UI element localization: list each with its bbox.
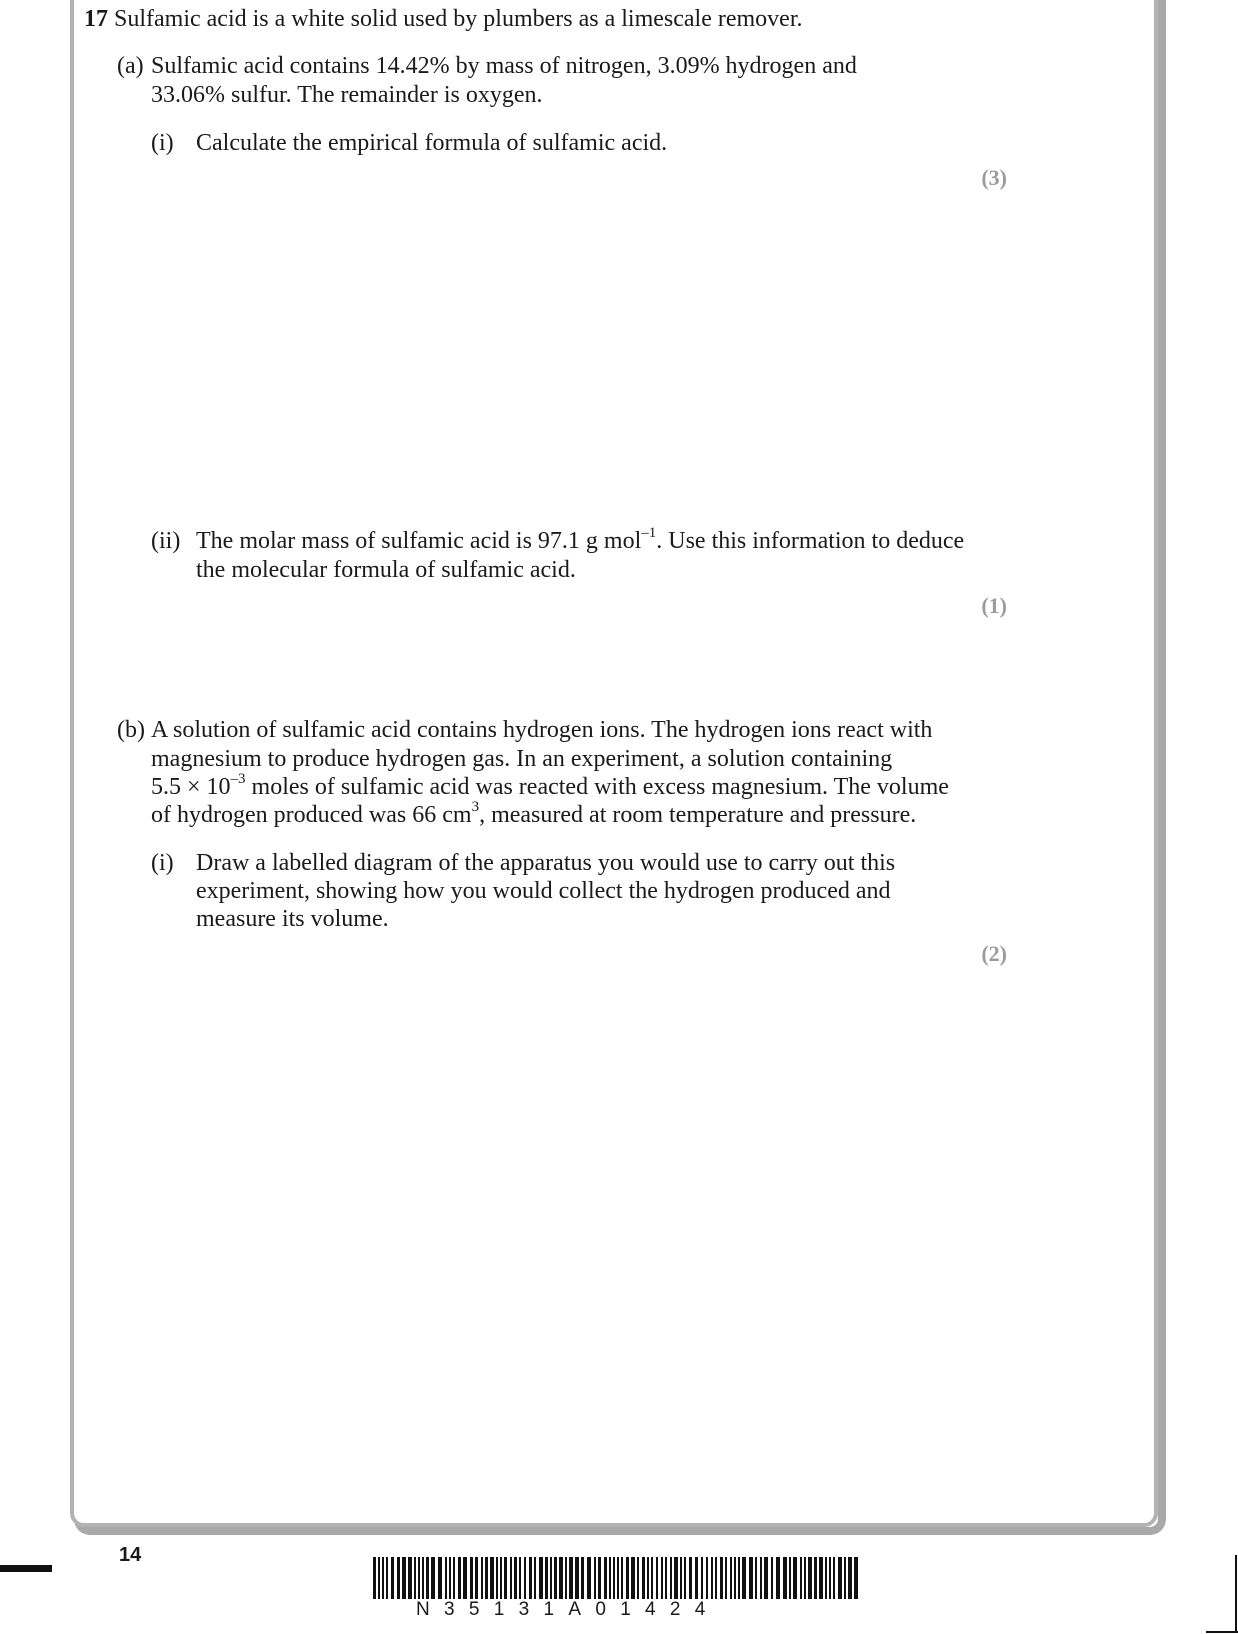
part-a-ii-line-1-pre: The molar mass of sulfamic acid is 97.1 g mol [196,528,642,554]
barcode-bar [463,1557,467,1599]
barcode-bar [539,1557,543,1599]
barcode-bar [391,1557,394,1599]
barcode-bar [829,1557,831,1599]
barcode-bar [504,1557,507,1599]
question-stem [84,5,803,34]
part-a-label: (a) [117,53,144,79]
part-a-i-text: Calculate the empirical formula of sulfamic acid. [196,130,668,156]
barcode-bar [496,1557,498,1599]
barcode-bar [550,1557,552,1599]
barcode-bar [689,1557,692,1599]
barcode-bar [481,1557,483,1599]
barcode-bar [833,1557,835,1599]
part-b-line-3-pre: 5.5 × 10 [151,774,231,800]
barcode-bar [453,1557,455,1599]
barcode-bar [725,1557,727,1599]
barcode-bar [500,1557,502,1599]
margin-bar [0,1565,52,1572]
barcode-bar [808,1557,812,1599]
part-a-line-1: Sulfamic acid contains 14.42% by mass of nitrogen, 3.09% hydrogen and [151,53,857,79]
part-a-ii-line-1 [196,527,964,556]
barcode-bar [734,1557,736,1599]
barcode-bar [680,1557,682,1599]
part-b-i-line-1: Draw a labelled diagram of the apparatus you would use to carry out this [196,850,896,876]
barcode-bar [431,1557,435,1599]
barcode-bar [386,1557,388,1599]
page-number: 14 [119,1544,142,1566]
barcode-bar [418,1557,420,1599]
barcode-bar [674,1557,678,1599]
barcode-bar [804,1557,806,1599]
question-number: 17 [84,6,108,32]
barcode-bar [594,1557,596,1599]
barcode-bar [524,1557,526,1599]
barcode-bar [670,1557,672,1599]
barcode-bar [764,1557,768,1599]
barcode-bar [730,1557,732,1599]
part-b-line-3 [151,773,949,802]
barcode-bar [598,1557,601,1599]
part-a-line-2: 33.06% sulfur. The remainder is oxygen. [151,82,543,108]
barcode-bar [825,1557,827,1599]
barcode-bar [661,1557,663,1599]
barcode-bar [626,1557,629,1599]
barcode-bar [651,1557,653,1599]
part-b-line-3-post: moles of sulfamic acid was reacted with excess magnesium. The volume [245,774,949,800]
barcode-bar [470,1557,473,1599]
barcode-bar [422,1557,424,1599]
question-stem-text: Sulfamic acid is a white solid used by plumbers as a limescale remover. [114,6,803,32]
barcode-bar [844,1557,846,1599]
barcode-bar [438,1557,442,1599]
barcode-bar [587,1557,591,1599]
part-b-i-line-3: measure its volume. [196,906,389,932]
barcode-bar [776,1557,780,1599]
part-a-ii-marks: (1) [981,593,1007,618]
barcode-bar [378,1557,380,1599]
barcode-bar [656,1557,658,1599]
barcode-bar [701,1557,703,1599]
part-b-line-4-pre: of hydrogen produced was 66 cm [151,802,472,828]
barcode-bar [771,1557,773,1599]
part-b-i-line-2: experiment, showing how you would collect the hydrogen produced and [196,878,891,904]
barcode-bar [637,1557,639,1599]
crop-mark [1206,1555,1238,1634]
barcode-text: N35131A01424 [416,1599,720,1620]
barcode-bar [609,1557,611,1599]
barcode-bar [854,1557,858,1599]
barcode-bar [814,1557,817,1599]
part-a-ii-line-2: the molecular formula of sulfamic acid. [196,557,576,583]
barcode-bar [760,1557,762,1599]
barcode-bar [706,1557,708,1599]
barcode-bar [510,1557,512,1599]
part-a-i-label: (i) [151,130,174,156]
barcode-bar [382,1557,384,1599]
barcode-bar [569,1557,573,1599]
barcode-bar [519,1557,521,1599]
barcode-bar [402,1557,406,1599]
barcode-bar [445,1557,447,1599]
barcode-bar [565,1557,567,1599]
barcode-bar [631,1557,635,1599]
barcode-bar [545,1557,548,1599]
barcode-bar [684,1557,686,1599]
part-b-cm3-exponent: 3 [471,799,480,815]
barcode-bar [485,1557,488,1599]
part-b-line-4-post: , measured at room temperature and pressure. [479,802,917,828]
barcode-bar [647,1557,649,1599]
barcode-bar [554,1557,557,1599]
barcode-bar [720,1557,723,1599]
barcode-bar [793,1557,797,1599]
part-b-line-1: A solution of sulfamic acid contains hydrogen ions. The hydrogen ions react with [151,717,933,743]
barcode-bar [838,1557,842,1599]
barcode-bar [819,1557,823,1599]
barcode-bar [783,1557,787,1599]
part-a-ii-label: (ii) [151,528,181,554]
part-b-i-marks: (2) [981,941,1007,966]
barcode-bar [534,1557,536,1599]
part-b-line-4 [151,801,916,830]
part-b-i-label: (i) [151,850,174,876]
part-b-label: (b) [117,717,145,743]
barcode-bar [373,1557,376,1599]
barcode-bar [665,1557,667,1599]
barcode-bar [617,1557,619,1599]
barcode-bar [604,1557,607,1599]
barcode-bar [449,1557,451,1599]
part-a-ii-exponent: –1 [641,525,657,541]
barcode-bar [414,1557,416,1599]
barcode-bar [397,1557,400,1599]
barcode-bar [738,1557,740,1599]
barcode-bar [621,1557,623,1599]
barcode-bar [475,1557,478,1599]
barcode-bar [800,1557,802,1599]
barcode-bar [695,1557,698,1599]
barcode [373,1557,859,1599]
part-b-line-2: magnesium to produce hydrogen gas. In an experiment, a solution containing [151,746,893,772]
barcode-bar [581,1557,584,1599]
part-a-i-marks: (3) [981,165,1007,190]
barcode-bar [642,1557,645,1599]
barcode-bar [715,1557,717,1599]
barcode-bar [529,1557,532,1599]
barcode-bar [575,1557,579,1599]
barcode-bar [711,1557,713,1599]
barcode-bar [755,1557,757,1599]
barcode-bar [426,1557,429,1599]
barcode-bar [848,1557,852,1599]
barcode-bar [490,1557,494,1599]
barcode-bar [789,1557,791,1599]
barcode-bar [559,1557,563,1599]
barcode-bar [742,1557,746,1599]
part-a-ii-line-1-post: . Use this information to deduce [656,528,965,554]
part-b-exponent: –3 [230,771,246,787]
barcode-bar [458,1557,461,1599]
barcode-bar [749,1557,753,1599]
barcode-bar [613,1557,615,1599]
barcode-bar [514,1557,517,1599]
barcode-bar [408,1557,412,1599]
